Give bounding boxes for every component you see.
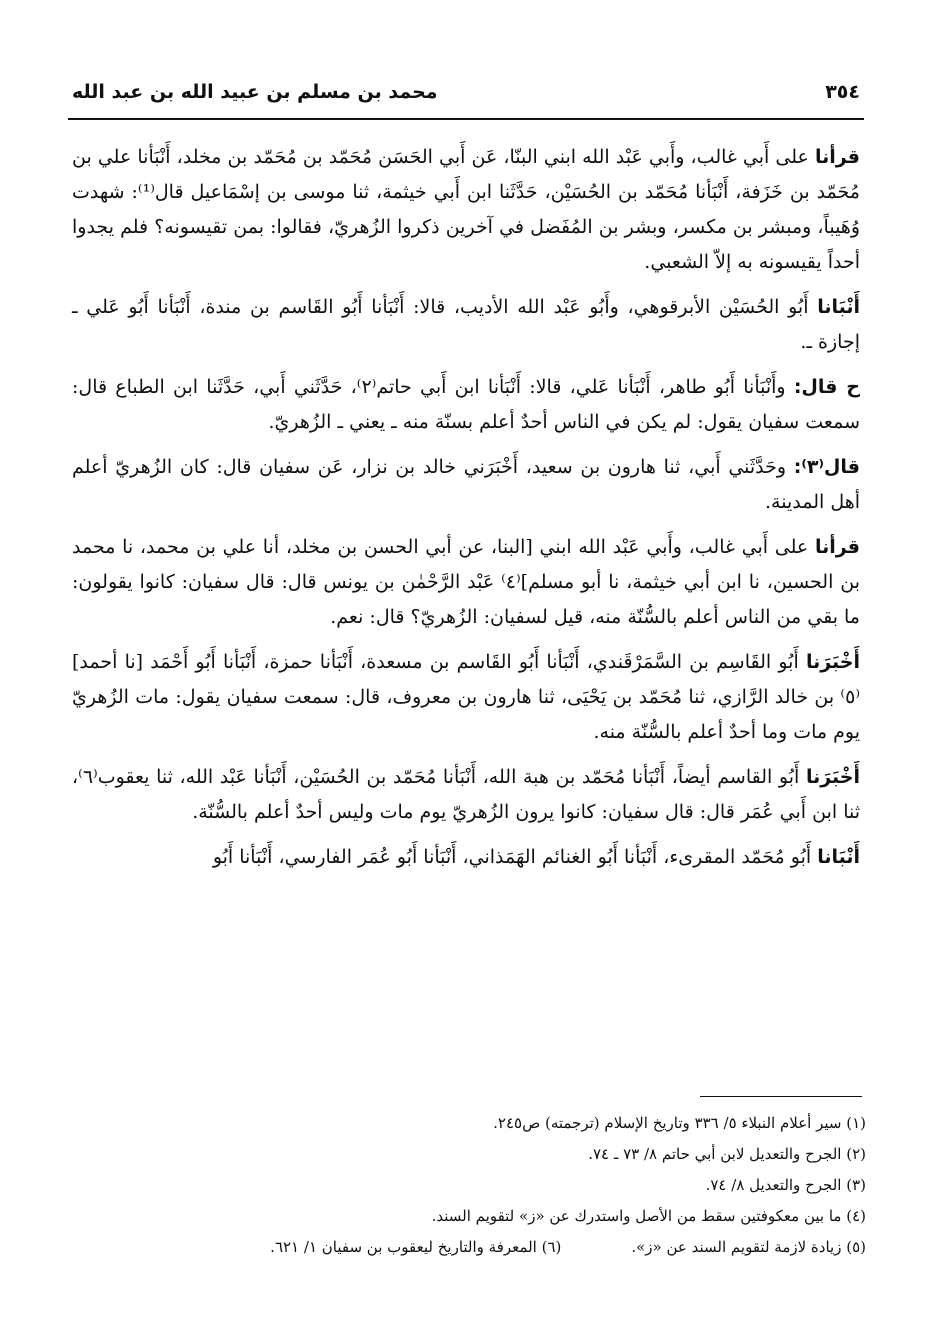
paragraph-lead: ح قال: [793, 376, 860, 398]
paragraph-lead: أَنْبَانا [817, 846, 860, 868]
paragraph-text: وأَنْبَأنا أَبُو طاهر، أَنْبَأنا عَلي، قالا: أَنْبَأنا ابن أَبي حاتم⁽٢⁾، حَدَّثَني أَبي، حَدَّثَنا ابن الطباع قال: سمعت سفيان يقول: لم يكن في الناس أحدٌ أعلم بسنّة منه ـ يعني ـ الزُهريّ. [72, 376, 860, 433]
paragraph-3 [72, 370, 860, 440]
paragraph-6 [72, 645, 860, 750]
footnote-5: (٥) زيادة لازمة لتقويم السند عن «ز». [631, 1238, 866, 1256]
paragraph-text: وحَدَّثَني أَبي، ثنا هارون بن سعيد، أَخْبَرَني خالد بن نزار، عَن سفيان قال: كان الزُهريّ أعلم أهل المدينة. [72, 456, 860, 513]
paragraph-8 [72, 840, 860, 875]
paragraph-lead: أَخْبَرَنا [805, 766, 860, 788]
header-rule [68, 118, 864, 120]
footnote-3: (٣) الجرح والتعديل ٨/ ٧٤. [705, 1176, 866, 1194]
paragraph-lead: أَخْبَرَنا [805, 651, 860, 673]
footnote-rule [700, 1096, 862, 1097]
paragraph-lead: قال⁽٣⁾: [793, 456, 860, 478]
main-text [72, 140, 860, 885]
running-title: محمد بن مسلم بن عبيد الله بن عبد الله [72, 81, 438, 103]
footnote-row-5-6 [72, 1232, 866, 1263]
paragraph-lead: قرأنا [814, 146, 860, 168]
paragraph-text: أَبُو القاسم أيضاً، أَنْبَأنا مُحَمّد بن هبة الله، أَنْبَأنا مُحَمّد بن الحُسَيْن، أَنْبَأنا عَبْد الله، ثنا يعقوب⁽٦⁾، ثنا ابن أَبي عُمَر قال: قال سفيان: كانوا يرون الزُهريّ يوم مات وليس أحدٌ أعلم بالسُّنّة. [72, 766, 860, 823]
footnote-6: (٦) المعرفة والتاريخ ليعقوب بن سفيان ١/ ٦٢١. [270, 1238, 562, 1256]
paragraph-text: على أَبي غالب، وأَبي عَبْد الله ابني البنّا، عَن أَبي الحَسَن مُحَمّد بن مُحَمّد بن مخلد، أَنْبَأنا علي بن مُحَمّد بن خَزَفة، أَنْبَأنا مُحَمّد بن الحُسَيْن، حَدَّثَنا ابن أَبي خيثمة، ثنا موسى بن إسْمَاعيل قال⁽¹⁾: شهدت وُهَيباً، ومبشر بن مكسر، وبشر بن المُفَضل في آخرين ذكروا الزُهريّ، فقالوا: بمن تقيسونه؟ فلم يجدوا أحداً يقيسونه به إلاّ الشعبي. [72, 146, 860, 273]
paragraph-text: أَبُو مُحَمّد المقرىء، أَنْبَأنا أَبُو الغنائم الهَمَذاني، أَنْبَأنا أَبُو عُمَر الفارسي، أَنْبَأنا أَبُو [212, 846, 818, 868]
paragraph-text: على أَبي غالب، وأَبي عَبْد الله ابني [البنا، عن أبي الحسن بن مخلد، أنا علي بن محمد، نا محمد بن الحسين، نا ابن أبي خيثمة، نا أبو مسلم]⁽٤⁾ عَبْد الرَّحْمٰن بن يونس قال: قال سفيان: كانوا يقولون: ما بقي من الناس أعلم بالسُّنّة منه، قيل لسفيان: الزُهريّ؟ قال: نعم. [72, 536, 860, 628]
paragraph-lead: أَنْبَانا [817, 296, 860, 318]
page-number: ٣٥٤ [825, 81, 860, 103]
footnote-2: (٢) الجرح والتعديل لابن أبي حاتم ٨/ ٧٣ ـ ٧٤. [588, 1145, 866, 1163]
footnotes [72, 1108, 866, 1263]
paragraph-text: أَبُو الحُسَيْن الأبرقوهي، وأَبُو عَبْد الله الأديب، قالا: أَنْبَأنا أَبُو القَاسم بن مندة، أَنْبَأنا أَبُو عَلي ـ إجازة ـ. [72, 296, 860, 353]
footnote-4: (٤) ما بين معكوفتين سقط من الأصل واستدرك عن «ز» لتقويم السند. [431, 1207, 866, 1225]
paragraph-lead: قرأنا [814, 536, 860, 558]
footnote-gap [561, 1232, 631, 1263]
paragraph-7 [72, 760, 860, 830]
page-header [72, 72, 860, 112]
paragraph-2 [72, 290, 860, 360]
footnote-1: (١) سير أعلام النبلاء ٥/ ٣٣٦ وتاريخ الإسلام (ترجمته) ص٢٤٥. [493, 1114, 866, 1132]
paragraph-1 [72, 140, 860, 280]
paragraph-5 [72, 530, 860, 635]
paragraph-text: أَبُو القَاسِم بن السَّمَرْقَندي، أَنْبَأنا أَبُو القَاسم بن مسعدة، أَنْبَأنا حمزة، أَنْبَأنا أَبُو أَحْمَد [نا أحمد]⁽٥⁾ بن خالد الرَّازي، ثنا مُحَمّد بن يَحْيَى، ثنا هارون بن معروف، قال: سمعت سفيان يقول: مات الزُهريّ يوم مات وما أحدٌ أعلم بالسُّنّة منه. [72, 651, 860, 743]
paragraph-4 [72, 450, 860, 520]
